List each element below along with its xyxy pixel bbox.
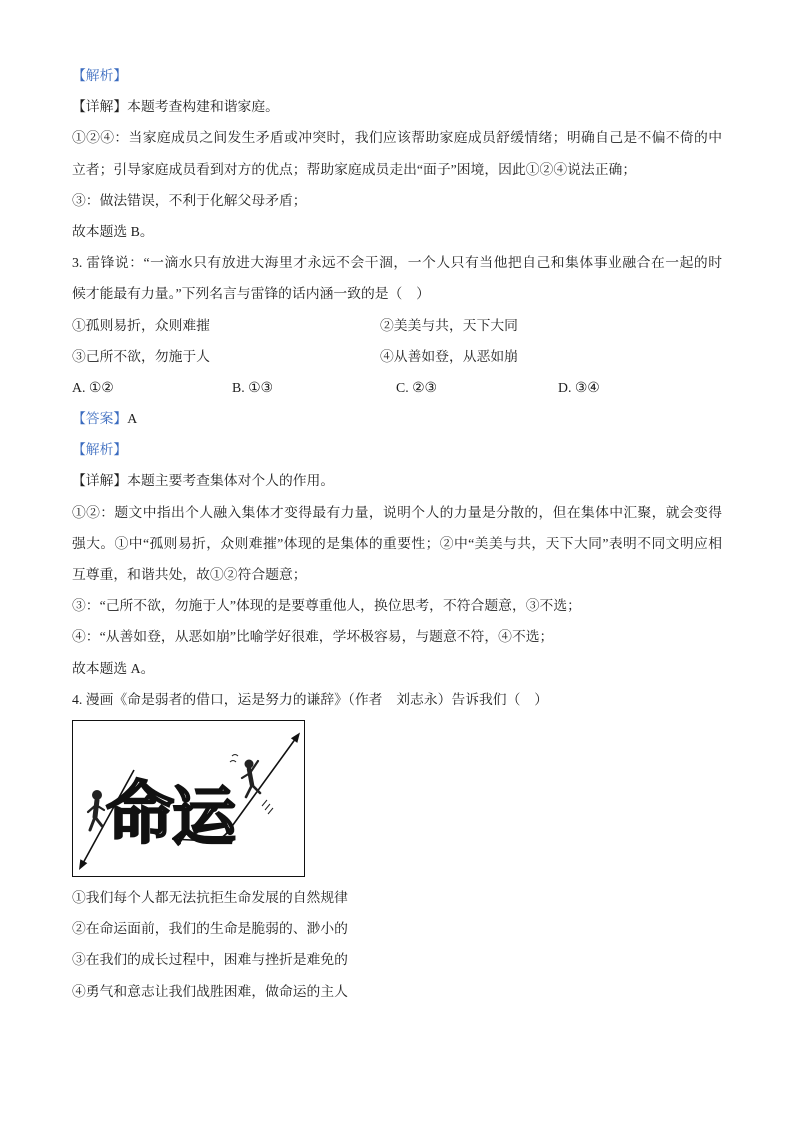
q3-explanation-line: ③：“己所不欲，勿施于人”体现的是要尊重他人，换位思考，不符合题意，③不选； xyxy=(72,598,581,614)
q3-options-row xyxy=(72,372,722,403)
q3-answer-label: 【答案】 xyxy=(72,411,128,427)
q4-statement-1: ①我们每个人都无法抗拒生命发展的自然规律 xyxy=(72,890,348,905)
cartoon-char-yun: 运 xyxy=(172,781,236,855)
q3-answer-value: A xyxy=(127,411,138,427)
q3-statement-4: ④从善如登，从恶如崩 xyxy=(380,348,518,364)
q3-statement-row xyxy=(72,310,722,341)
q3-statement-1: ①孤则易折，众则难摧 xyxy=(72,317,210,333)
q3-option-d: D. ③④ xyxy=(558,379,600,395)
q4-statement-3: ③在我们的成长过程中，困难与挫折是难免的 xyxy=(72,952,348,968)
q3-option-c: C. ②③ xyxy=(396,379,437,395)
main-text-block xyxy=(72,60,722,715)
q2-explanation-line: ①②④：当家庭成员之间发生矛盾或冲突时，我们应该帮助家庭成员舒缓情绪；明确自己是不偏不倚的中 xyxy=(72,130,722,146)
q4-statements-block xyxy=(72,882,722,1007)
q2-explanation-line: ③：做法错误，不利于化解父母矛盾； xyxy=(72,192,307,208)
q3-stem-line: 候才能最有力量。”下列名言与雷锋的话内涵一致的是（ ） xyxy=(72,286,430,302)
q4-stem: 4. 漫画《命是弱者的借口，运是努力的谦辞》（作者 刘志永）告诉我们（ ） xyxy=(72,691,548,707)
q3-option-b: B. ①③ xyxy=(232,379,273,395)
q3-explanation-line: ①②：题文中指出个人融入集体才变得最有力量，说明个人的力量是分散的，但在集体中汇聚，就会变得 xyxy=(72,504,722,520)
q3-analysis-label: 【解析】 xyxy=(72,442,128,458)
q4-statement-4: ④勇气和意志让我们战胜困难，做命运的主人 xyxy=(72,983,348,999)
q2-detail-line: 【详解】本题考查构建和谐家庭。 xyxy=(72,99,279,115)
q3-conclusion: 故本题选 A。 xyxy=(72,660,155,676)
cartoon-char-ming: 命 xyxy=(106,775,175,854)
q3-statement-2: ②美美与共，天下大同 xyxy=(380,317,518,333)
q4-statement-2: ②在命运面前，我们的生命是脆弱的、渺小的 xyxy=(72,921,348,937)
q3-answer-line xyxy=(72,403,722,434)
q3-statement-3: ③己所不欲，勿施于人 xyxy=(72,348,210,364)
q3-statement-row xyxy=(72,341,722,372)
q2-analysis-label: 【解析】 xyxy=(72,68,128,83)
q3-stem-line: 3. 雷锋说：“一滴水只有放进大海里才永远不会干涸，一个人只有当他把自己和集体事业融合在一起的时 xyxy=(72,255,722,271)
q2-conclusion: 故本题选 B。 xyxy=(72,223,154,239)
q3-detail-line: 【详解】本题主要考查集体对个人的作用。 xyxy=(72,473,335,489)
q3-explanation-line: 强大。①中“孤则易折，众则难摧”体现的是集体的重要性；②中“美美与共，天下大同”表明不同文明应相 xyxy=(72,535,722,551)
q2-explanation-line: 立者；引导家庭成员看到对方的优点；帮助家庭成员走出“面子”困境，因此①②④说法正确； xyxy=(72,161,637,177)
q3-option-a: A. ①② xyxy=(72,379,114,395)
q3-explanation-line: ④：“从善如登，从恶如崩”比喻学好很难，学坏极容易，与题意不符，④不选； xyxy=(72,629,554,645)
q3-explanation-line: 互尊重，和谐共处，故①②符合题意； xyxy=(72,567,307,582)
cartoon-illustration xyxy=(72,720,305,877)
